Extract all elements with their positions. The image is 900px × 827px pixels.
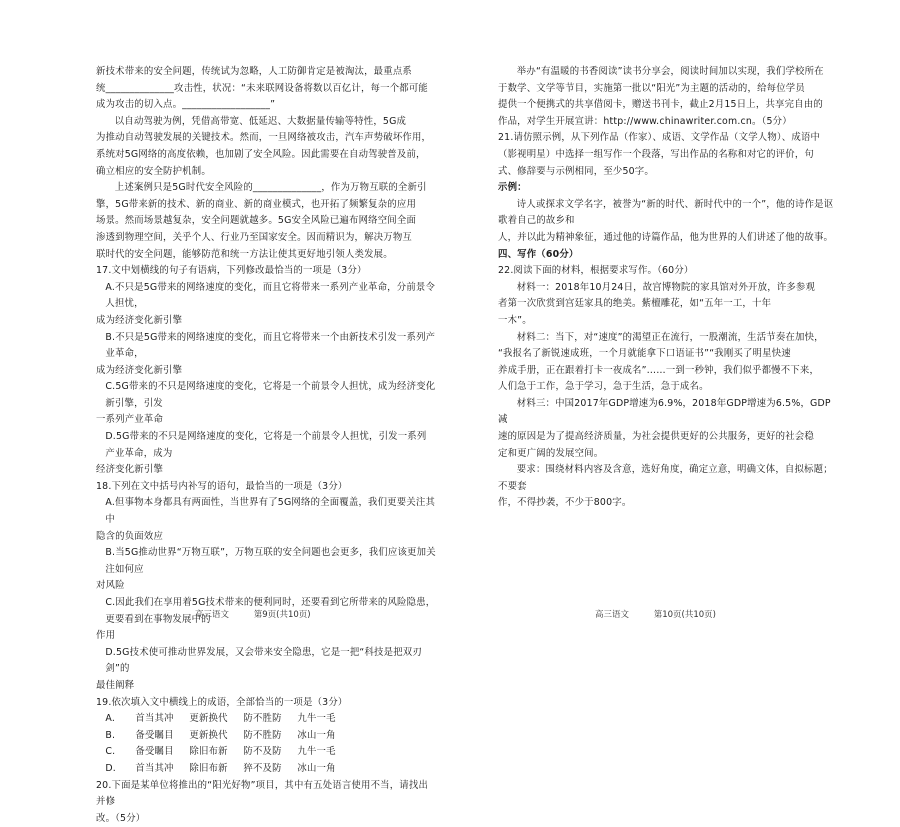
q19-idiom: 首当其冲 xyxy=(135,762,174,774)
q17-option-line: 成为经济变化新引擎 xyxy=(96,364,183,376)
material-line: 人们急于工作，急于学习，急于生活，急于成名。 xyxy=(498,381,709,393)
q18-option-line: D.5G技术使可推动世界发展，又会带来安全隐患，它是一把“科技是把双刃剑”的 xyxy=(105,646,422,675)
q19-option-key: D. xyxy=(105,762,116,774)
passage-line: 于数学、文学等节目，实施第一批以“阳光”为主题的活动的，给每位学员 xyxy=(498,82,805,94)
q19-idiom: 更新换代 xyxy=(189,729,228,741)
right-page xyxy=(450,0,900,636)
question-17-stem: 17.文中划横线的句子有语病，下列修改最恰当的一项是（3分） xyxy=(96,265,367,277)
q19-idiom: 防不及防 xyxy=(243,746,282,758)
left-page-column xyxy=(96,64,436,827)
q19-idiom: 更新换代 xyxy=(189,713,228,725)
passage-line: 确立相应的安全防护机制。 xyxy=(96,165,211,177)
question-21-stem: 21.请仿照示例，从下列作品（作家）、成语、文学作品（文学人物）、成语中 xyxy=(498,132,821,144)
q17-option-line: C.5G带来的不只是网络速度的变化，它将是一个前景令人担忧，成为经济变化新引擎，引发 xyxy=(105,381,436,409)
q19-idiom: 九牛一毛 xyxy=(297,746,336,758)
left-page xyxy=(0,0,450,824)
passage-line: 成为攻击的切入点。__________________” xyxy=(96,99,276,111)
q18-option-line: 作用 xyxy=(96,630,116,642)
passage-line: 以自动驾驶为例，凭借高带宽、低延迟、大数据量传输等特性，5G成 xyxy=(114,115,407,127)
passage-line: 统______________攻击性，状况：“未来联网设备将数以百亿计，每一个都可能 xyxy=(96,82,429,94)
q19-option-key: C. xyxy=(105,746,116,758)
question-22-stem: 22.阅读下面的材料，根据要求写作。（60分） xyxy=(498,265,694,277)
requirement-line: 作，不得抄袭，不少于800字。 xyxy=(498,497,632,509)
material-line: 材料一：2018年10月24日，故宫博物院的家具馆对外开放，许多参观 xyxy=(516,281,816,293)
example-label: 示例： xyxy=(498,182,527,194)
q18-option-line: 最佳阐释 xyxy=(96,679,135,691)
q18-option-line: 隐含的负面效应 xyxy=(96,530,164,542)
q19-idiom: 备受瞩目 xyxy=(135,746,174,758)
q18-option-line: A.但事物本身都具有两面性，当世界有了5G网络的全面覆盖，我们更要关注其中 xyxy=(105,497,436,526)
material-line: 者第一次欣赏到宫廷家具的绝美。紫檀雕花，如“五年一工，十年 xyxy=(498,298,772,310)
right-page-footer xyxy=(595,608,738,620)
passage-line: 新技术带来的安全问题，传统试为忽略，人工防御肯定是被淘汰，最重点系 xyxy=(96,66,412,77)
q19-idiom: 冰山一角 xyxy=(297,762,336,774)
q17-option-line: A.不只是5G带来的网络速度的变化，而且它将带来一系列产业革命，分前景令人担忧， xyxy=(105,281,436,310)
section-heading: 四、写作（60分） xyxy=(498,248,579,260)
footer-subject: 高三语文 xyxy=(595,610,630,620)
passage-line: 上述案例只是5G时代安全风险的______________，作为万物互联的全新引 xyxy=(114,182,427,194)
material-line: 材料二：当下，对“速度”的渴望正在流行，一股潮流，生活节奏在加快， xyxy=(516,331,824,343)
q19-idiom: 九牛一毛 xyxy=(297,713,336,725)
q19-idiom: 除旧布新 xyxy=(189,762,228,774)
q19-idiom: 防不胜防 xyxy=(243,713,282,725)
q17-option-line: 成为经济变化新引擎 xyxy=(96,314,183,326)
question-18-stem: 18.下列在文中括号内补写的语句，最恰当的一项是（3分） xyxy=(96,480,348,492)
passage-line: 联时代的安全问题，能够防范和统一方法让使其更好地引领人类发展。 xyxy=(96,248,393,260)
example-line: 人，并以此为精神象征，通过他的诗篇作品，他为世界的人们讲述了他的故事。 xyxy=(498,231,834,243)
left-page-footer xyxy=(195,608,333,620)
passage-line: 系统对5G网络的高度依赖，也加剧了安全风险。因此需要在自动驾驶普及前， xyxy=(96,148,426,160)
material-line: “我报名了新锐速成班，一个月就能拿下口语证书”“我刚买了明星快速 xyxy=(498,348,791,360)
q17-option-line: D.5G带来的不只是网络速度的变化，它将是一个前景令人担忧，引发一系列产业革命，成为 xyxy=(105,431,427,459)
passage-line: 举办“有温暖的书香阅读”读书分享会，阅读时间加以实现，我们学校所在 xyxy=(516,66,824,77)
q19-option-row xyxy=(96,761,436,778)
material-line: 速的原因是为了提高经济质量，为社会提供更好的公共服务，更好的社会稳 xyxy=(498,431,814,443)
q19-idiom: 首当其冲 xyxy=(135,713,174,725)
passage-line: 提供一个便携式的共享借阅卡，赠送书刊卡，截止2月15日上，共享完自由的 xyxy=(498,99,823,111)
q19-option-row xyxy=(96,744,436,761)
material-line: 养成手册，正在跟着打卡一夜成名”……一到一秒钟，我们似乎都慢不下来， xyxy=(498,364,820,376)
q19-idiom: 猝不及防 xyxy=(243,762,282,774)
passage-line: 场景。然而场景越复杂，安全问题就越多。5G安全风险已遍布网络空间全面 xyxy=(96,215,417,227)
q17-option-line: 一系列产业革命 xyxy=(96,414,164,426)
q18-option-line: 对风险 xyxy=(96,580,125,592)
q19-option-key: B. xyxy=(105,729,116,741)
question-21-stem: （影视明星）中选择一组写作一个段落，写出作品的名称和对它的评价，句 xyxy=(498,148,814,160)
footer-page-number: 第10页(共10页) xyxy=(653,610,716,620)
material-line: 材料三：中国2017年GDP增速为6.9%，2018年GDP增速为6.5%，GDP减 xyxy=(498,397,831,426)
q19-option-row xyxy=(96,711,436,728)
q19-idiom: 冰山一角 xyxy=(297,729,336,741)
question-20-stem: 20.下面是某单位将推出的“阳光好物”项目，其中有五处语言使用不当，请找出并修 xyxy=(96,779,429,808)
requirement-line: 要求：围绕材料内容及含意，选好角度，确定立意，明确文体，自拟标题；不要套 xyxy=(498,464,833,492)
q18-option-line: C.因此我们在享用着5G技术带来的便利同时，还要看到它所带来的风险隐患，更要看到在事物发展中的 xyxy=(105,597,436,625)
question-20-stem: 改。（5分） xyxy=(96,812,146,824)
passage-line: 擎，5G带来新的技术、新的商业、新的商业模式，也开拓了频繁复杂的应用 xyxy=(96,198,417,210)
q19-idiom: 备受瞩目 xyxy=(135,729,174,741)
right-page-column xyxy=(498,64,838,512)
q17-option-line: B.不只是5G带来的网络速度的变化，而且它将带来一个由新技术引发一系列产业革命， xyxy=(105,331,436,360)
passage-line: 作品，对学生开展宣讲：http://www.chinawriter.com.cn。（5分） xyxy=(498,115,792,127)
footer-subject: 高三语文 xyxy=(195,610,230,620)
question-21-stem: 式、修辞要与示例相同，至少50字。 xyxy=(498,165,654,177)
passage-line: 渗透到物理空间，关乎个人、行业乃至国家安全。因而精识为，解决万物互 xyxy=(96,231,412,243)
material-line: 一木”。 xyxy=(498,314,532,326)
footer-page-number: 第9页(共10页) xyxy=(253,610,311,620)
question-19-stem: 19.依次填入文中横线上的成语，全部恰当的一项是（3分） xyxy=(96,696,348,708)
example-line: 诗人或探求文学名字，被誉为“新的时代、新时代中的一个”，他的诗作是讴歌着自己的故乡和 xyxy=(498,198,834,227)
q17-option-line: 经济变化新引擎 xyxy=(96,464,164,476)
q18-option-line: B.当5G推动世界“万物互联”，万物互联的安全问题也会更多，我们应该更加关注如何应 xyxy=(105,547,436,575)
passage-line: 为推动自动驾驶发展的关键技术。然而，一旦网络被攻击，汽车声势破坏作用， xyxy=(96,132,432,144)
q19-option-row xyxy=(96,728,436,745)
q19-option-key: A. xyxy=(105,713,116,725)
q19-idiom: 除旧布新 xyxy=(189,746,228,758)
material-line: 定和更广阔的发展空间。 xyxy=(498,447,604,459)
q19-idiom: 防不胜防 xyxy=(243,729,282,741)
